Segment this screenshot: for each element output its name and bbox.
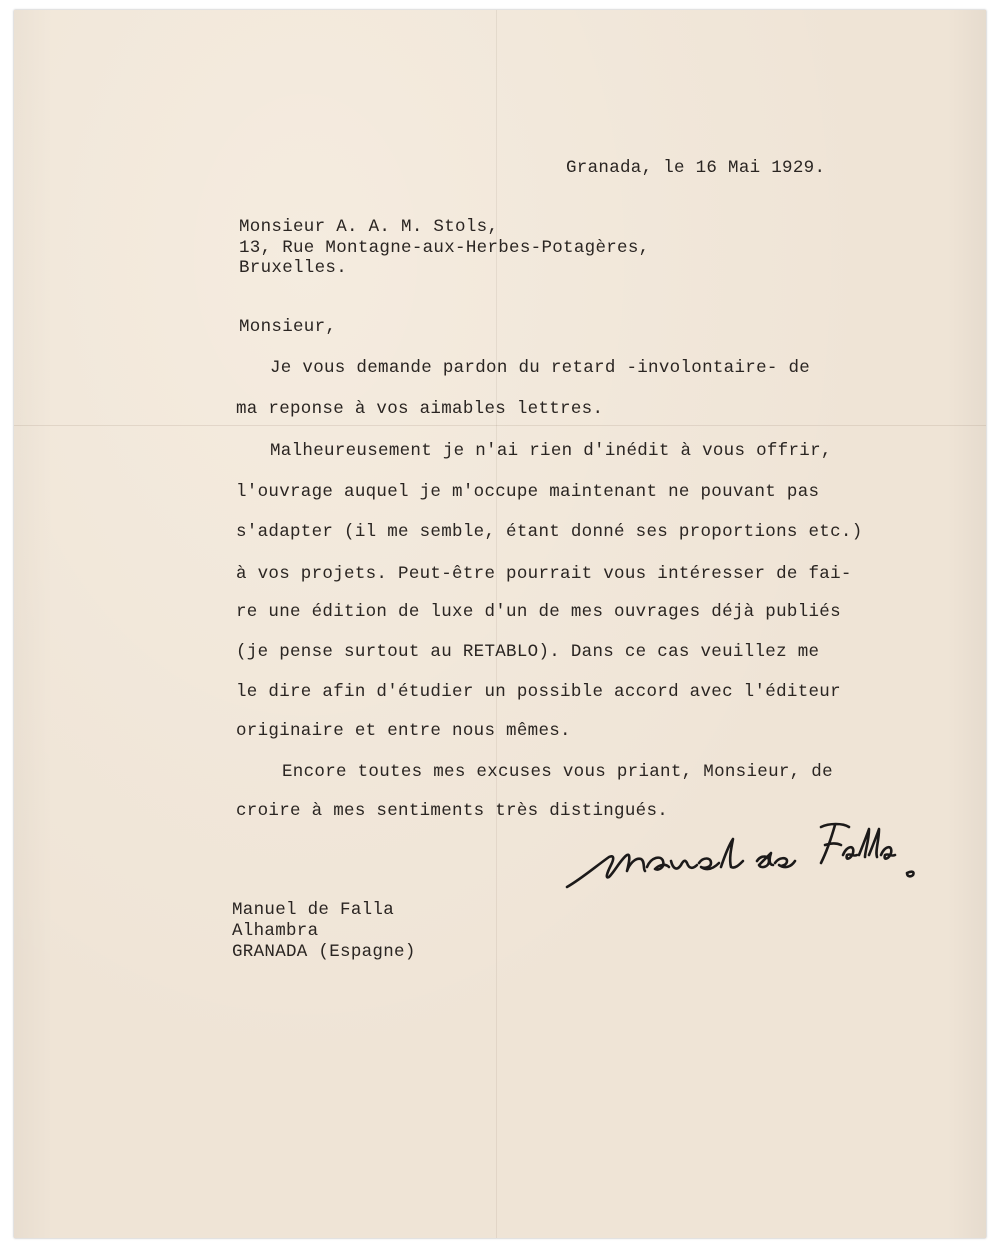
body-line-12: croire à mes sentiments très distingués. xyxy=(236,801,669,821)
salutation: Monsieur, xyxy=(239,317,337,337)
sender-city: GRANADA (Espagne) xyxy=(232,942,416,962)
recipient-name: Monsieur A. A. M. Stols, xyxy=(239,217,499,237)
paper-fold-vertical xyxy=(496,10,497,1238)
handwritten-signature xyxy=(559,815,939,905)
body-line-11: Encore toutes mes excuses vous priant, Monsieur, de xyxy=(282,762,833,782)
signature-drawing xyxy=(559,815,939,905)
body-line-7: re une édition de luxe d'un de mes ouvrages déjà publiés xyxy=(236,602,841,622)
recipient-city: Bruxelles. xyxy=(239,258,348,278)
body-line-9: le dire afin d'étudier un possible accord avec l'éditeur xyxy=(236,682,841,702)
body-line-6: à vos projets. Peut-être pourrait vous intéresser de fai- xyxy=(236,564,852,584)
body-line-3: Malheureusement je n'ai rien d'inédit à vous offrir, xyxy=(270,441,832,461)
paper-fold-horizontal xyxy=(14,425,986,426)
sender-name: Manuel de Falla xyxy=(232,900,395,920)
body-line-10: originaire et entre nous mêmes. xyxy=(236,721,571,741)
body-line-5: s'adapter (il me semble, étant donné ses proportions etc.) xyxy=(236,522,863,542)
letter-page xyxy=(14,10,986,1238)
sender-place: Alhambra xyxy=(232,921,319,941)
body-line-4: l'ouvrage auquel je m'occupe maintenant ne pouvant pas xyxy=(236,482,820,502)
recipient-street: 13, Rue Montagne-aux-Herbes-Potagères, xyxy=(239,238,650,258)
body-line-2: ma reponse à vos aimables lettres. xyxy=(236,399,604,419)
dateline: Granada, le 16 Mai 1929. xyxy=(566,158,826,178)
body-line-1: Je vous demande pardon du retard -involontaire- de xyxy=(270,358,811,378)
body-line-8: (je pense surtout au RETABLO). Dans ce cas veuillez me xyxy=(236,642,820,662)
